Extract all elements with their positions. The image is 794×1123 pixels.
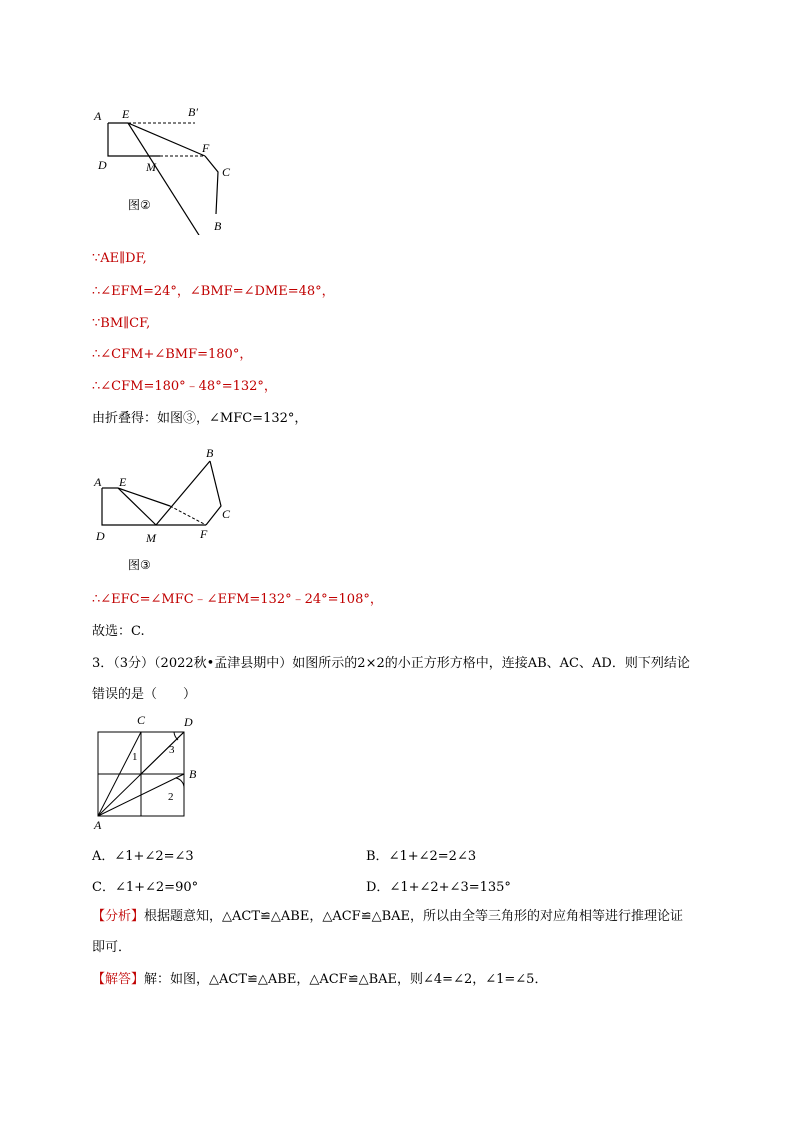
fig3-label-f: F	[200, 527, 208, 541]
fig2-caption: 图②	[128, 198, 151, 212]
fig2-label-d: D	[98, 158, 107, 172]
option-a[interactable]	[92, 845, 194, 864]
figure-3	[88, 444, 248, 549]
analysis-line1	[92, 908, 683, 926]
option-c-text: ∠1+∠2=90°	[114, 880, 199, 895]
analysis-tag: 【分析】	[92, 909, 145, 924]
option-b-letter: B．	[366, 849, 389, 864]
step-2: ∴∠EFM=24°，∠BMF=∠DME=48°，	[92, 284, 335, 299]
step-5: ∴∠CFM=180°﹣48°=132°，	[92, 379, 277, 394]
fig3-left-edge	[102, 488, 206, 525]
grid-angle-2: 2	[168, 791, 174, 803]
option-d[interactable]	[366, 876, 511, 895]
fig3-dashed-ef	[170, 506, 206, 525]
fig3-label-a: A	[94, 475, 102, 489]
fig3-caption: 图③	[128, 558, 151, 572]
fig3-segment-e-mid	[118, 488, 170, 506]
answer-line	[92, 971, 547, 989]
option-a-text: ∠1+∠2=∠3	[114, 849, 194, 864]
option-c[interactable]	[92, 876, 198, 895]
fig2-segment-fcb	[205, 156, 218, 214]
angle-arc-2	[176, 778, 184, 788]
question3-line2: 错误的是（ ）	[92, 687, 197, 702]
fig2-segment-ef	[128, 123, 205, 156]
fig2-label-e: E	[122, 107, 130, 121]
grid-label-a: A	[94, 818, 102, 832]
option-b-text: ∠1+∠2=2∠3	[388, 849, 477, 864]
fig3-label-c: C	[222, 507, 231, 521]
fig3-segment-bcf	[206, 461, 221, 525]
grid-label-c: C	[137, 713, 146, 727]
grid-angle-1: 1	[132, 751, 138, 763]
step-7: ∴∠EFC=∠MFC﹣∠EFM=132°﹣24°=108°，	[92, 592, 383, 607]
grid-label-b: B	[189, 767, 197, 781]
angle-arc-3	[174, 732, 178, 740]
grid-angle-3: 3	[169, 744, 175, 756]
step-8: 故选：C.	[92, 624, 145, 639]
option-a-letter: A．	[92, 849, 115, 864]
fig3-label-e: E	[119, 475, 127, 489]
segment-inner	[141, 732, 184, 774]
grid-label-d: D	[184, 715, 193, 729]
fig3-label-d: D	[96, 529, 105, 543]
step-3: ∵BM∥CF,	[92, 316, 151, 331]
fig2-label-f: F	[202, 141, 210, 155]
analysis-line2: 即可．	[92, 940, 132, 955]
option-c-letter: C．	[92, 880, 115, 895]
figure-2	[88, 100, 248, 235]
answer-text: 解：如图，△ACT≌△ABE，△ACF≌△BAE，则∠4=∠2，∠1=∠5．	[144, 972, 548, 987]
step-4: ∴∠CFM+∠BMF=180°，	[92, 347, 253, 362]
fig3-segment-mb	[156, 461, 210, 525]
option-b[interactable]	[366, 845, 476, 864]
fig2-label-b: B	[214, 219, 222, 233]
analysis-text: 根据题意知，△ACT≌△ABE，△ACF≌△BAE，所以由全等三角形的对应角相等进行推理论证	[144, 909, 684, 924]
option-d-text: ∠1+∠2+∠3=135°	[389, 880, 511, 895]
option-d-letter: D．	[366, 880, 390, 895]
fig2-label-m: M	[146, 160, 156, 174]
step-6: 由折叠得：如图③，∠MFC=132°，	[92, 411, 308, 426]
fig2-left-edge	[108, 123, 160, 156]
fig3-label-b: B	[206, 446, 214, 460]
fig2-label-c: C	[222, 165, 231, 179]
question3-line1: 3．（3分）（2022秋•孟津县期中）如图所示的2×2的小正方形方格中，连接AB、AC、AD．则下列结论	[92, 656, 690, 671]
answer-tag: 【解答】	[92, 972, 145, 987]
fig3-segment-em	[118, 488, 156, 525]
fig2-label-a: A	[94, 109, 102, 123]
grid-figure	[88, 712, 218, 836]
fig3-label-m: M	[146, 531, 156, 545]
step-1: ∵AE∥DF,	[92, 251, 147, 266]
fig2-segment-eb	[128, 123, 216, 235]
fig2-label-b-prime: B′	[188, 105, 198, 119]
